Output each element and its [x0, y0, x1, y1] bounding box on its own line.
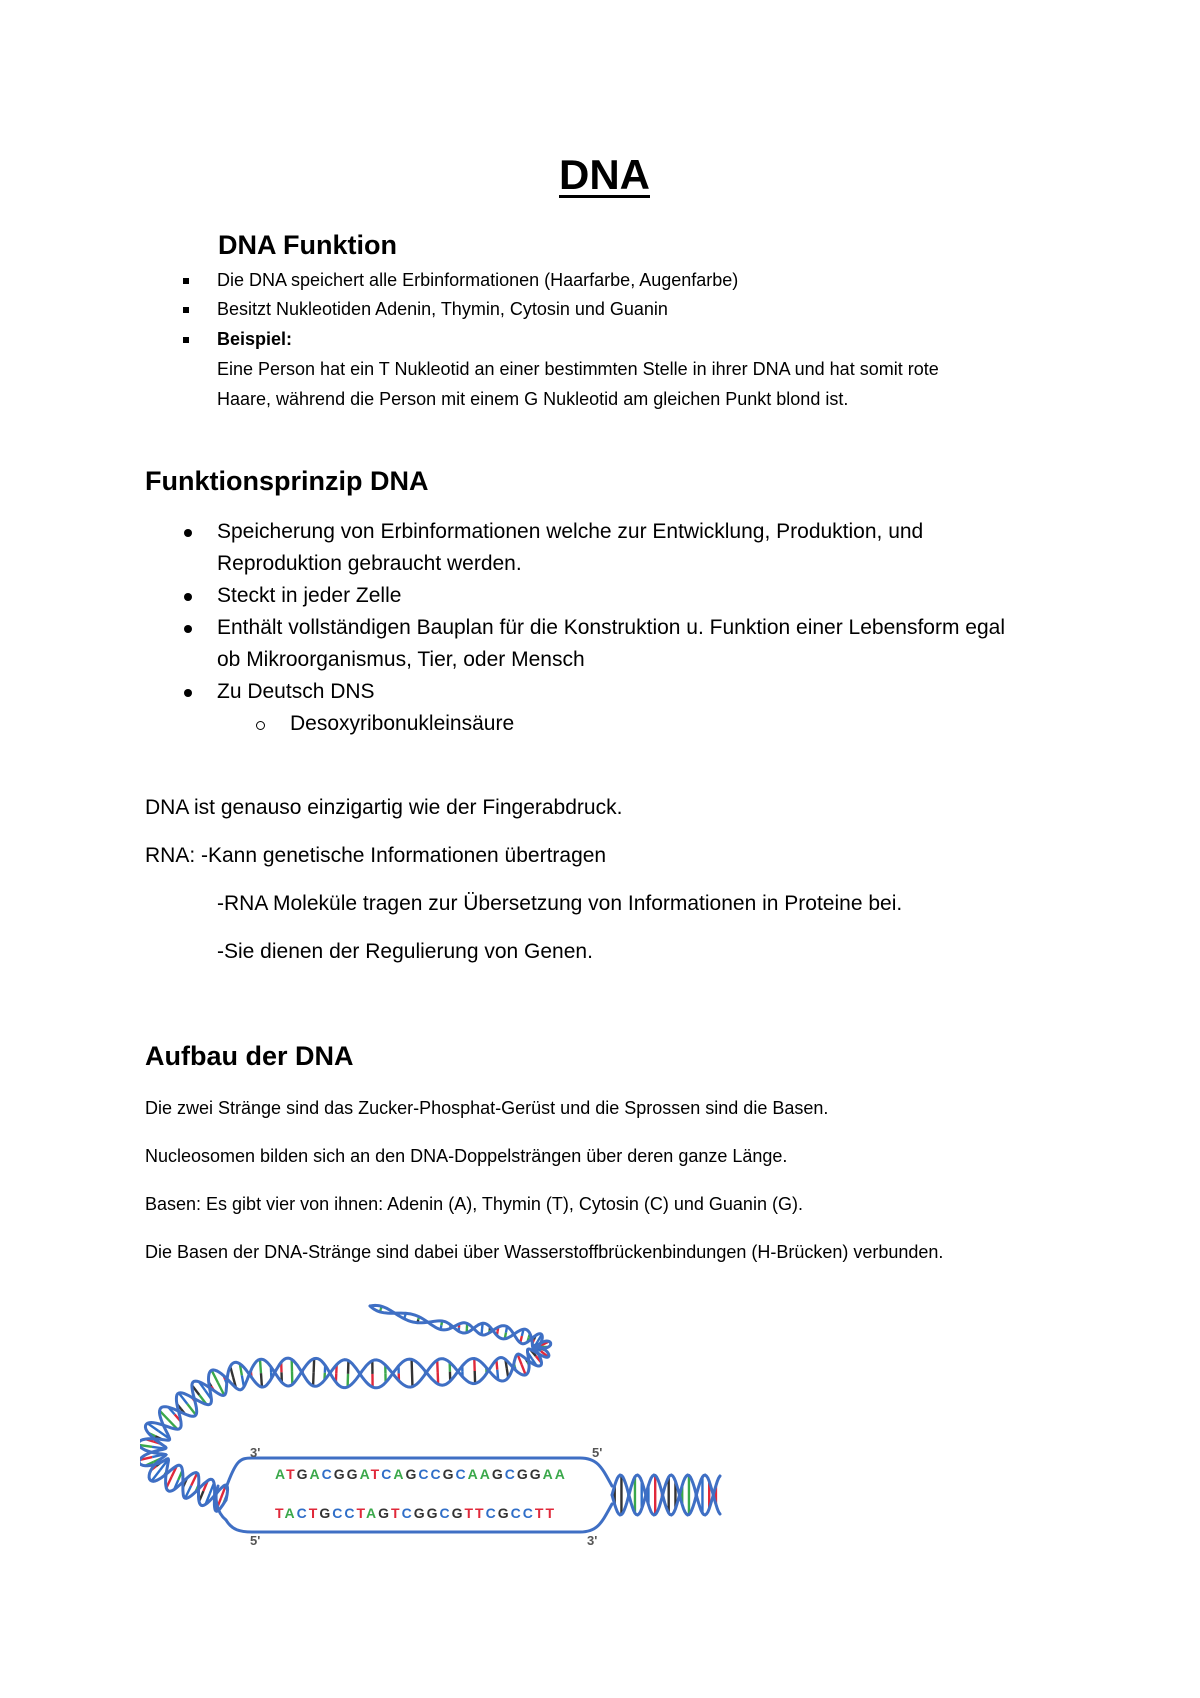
base-letter: A: [359, 1466, 371, 1482]
base-letter: C: [504, 1466, 517, 1482]
bullet-dot: [184, 689, 192, 697]
base-letter: G: [346, 1466, 360, 1482]
strand-end-label: 5': [250, 1533, 261, 1548]
section-heading-funktion: DNA Funktion: [218, 230, 397, 260]
base-letter: C: [418, 1466, 431, 1482]
base-letter: G: [413, 1505, 427, 1521]
note-rna: -Sie dienen der Regulierung von Genen.: [217, 940, 593, 963]
base-letter: G: [405, 1466, 419, 1482]
base-pair-rung: [314, 1359, 315, 1373]
bullet-circle: [256, 721, 265, 730]
base-letter: G: [451, 1505, 465, 1521]
base-letter: C: [401, 1505, 414, 1521]
base-letter: C: [344, 1505, 357, 1521]
list-item: Enthält vollständigen Bauplan für die Konstruktion u. Funktion einer Lebensform egal: [217, 616, 1005, 639]
base-letter: T: [286, 1466, 297, 1482]
bullet-square: [183, 337, 189, 343]
top-strand-sequence: [275, 1466, 567, 1482]
base-letter: C: [485, 1505, 498, 1521]
base-letter: A: [309, 1466, 322, 1482]
paragraph: Basen: Es gibt vier von ihnen: Adenin (A), Thymin (T), Cytosin (C) und Guanin (G).: [145, 1194, 803, 1214]
base-letter: A: [542, 1466, 555, 1482]
example-text: Haare, während die Person mit einem G Nukleotid am gleichen Punkt blond ist.: [217, 389, 849, 409]
note-rna: -RNA Moleküle tragen zur Übersetzung von Informationen in Proteine bei.: [217, 892, 903, 915]
base-letter: T: [545, 1505, 556, 1521]
strand-end-label: 3': [587, 1533, 598, 1548]
note-fingerprint: DNA ist genauso einzigartig wie der Fingerabdruck.: [145, 796, 623, 819]
base-letter: C: [430, 1466, 443, 1482]
bullet-dot: [184, 529, 192, 537]
base-letter: A: [275, 1466, 287, 1482]
example-label: Beispiel:: [217, 329, 293, 349]
base-letter: A: [365, 1505, 379, 1521]
paragraph: Die zwei Stränge sind das Zucker-Phosphat-Gerüst und die Sprossen sind die Basen.: [145, 1098, 829, 1118]
dna-double-helix-figure: [140, 1290, 740, 1560]
base-letter: G: [442, 1466, 456, 1482]
base-letter: G: [426, 1505, 440, 1521]
strand-end-label: 5': [592, 1445, 603, 1460]
base-letter: G: [296, 1466, 310, 1482]
base-letter: T: [275, 1505, 285, 1521]
base-letter: G: [516, 1466, 530, 1482]
bullet-dot: [184, 593, 192, 601]
sub-list-item: Desoxyribonukleinsäure: [290, 712, 515, 735]
base-letter: G: [497, 1505, 511, 1521]
base-letter: C: [332, 1505, 345, 1521]
list-item: Besitzt Nukleotiden Adenin, Thymin, Cytosin und Guanin: [217, 299, 668, 319]
paragraph: Die Basen der DNA-Stränge sind dabei über Wasserstoffbrückenbindungen (H-Brücken) verbunden.: [145, 1242, 944, 1262]
base-letter: G: [319, 1505, 333, 1521]
helix-strand-thin-a: [370, 1306, 471, 1330]
base-letter: T: [391, 1505, 402, 1521]
page-title: DNA: [559, 151, 650, 198]
section-heading-aufbau: Aufbau der DNA: [145, 1041, 354, 1071]
base-pair-rung: [313, 1372, 314, 1386]
base-letter: C: [321, 1466, 334, 1482]
base-letter: A: [393, 1466, 406, 1482]
example-text: Eine Person hat ein T Nukleotid an einer bestimmten Stelle in ihrer DNA und hat somit rote: [217, 359, 939, 379]
list-item: Steckt in jeder Zelle: [217, 584, 402, 607]
base-letter: T: [464, 1505, 476, 1521]
list-item-continued: Reproduktion gebraucht werden.: [217, 552, 522, 575]
bullet-square: [183, 278, 189, 284]
base-letter: T: [308, 1505, 320, 1521]
base-letter: G: [378, 1505, 391, 1521]
list-item: Zu Deutsch DNS: [217, 680, 375, 703]
note-rna: RNA: -Kann genetische Informationen übertragen: [145, 844, 607, 867]
base-letter: T: [475, 1505, 486, 1521]
base-letter: A: [479, 1466, 492, 1482]
paragraph: Nucleosomen bilden sich an den DNA-Doppelsträngen über deren ganze Länge.: [145, 1146, 788, 1166]
strand-end-label: 3': [250, 1445, 261, 1460]
list-item: Die DNA speichert alle Erbinformationen (Haarfarbe, Augenfarbe): [217, 270, 739, 290]
base-letter: A: [554, 1466, 567, 1482]
base-letter: G: [529, 1466, 543, 1482]
base-letter: C: [439, 1505, 452, 1521]
bottom-strand-sequence: [275, 1505, 556, 1521]
base-letter: A: [467, 1466, 480, 1482]
base-letter: C: [381, 1466, 394, 1482]
base-letter: C: [296, 1505, 309, 1521]
list-item: Speicherung von Erbinformationen welche zur Entwicklung, Produktion, und: [217, 520, 924, 543]
base-letter: T: [356, 1505, 366, 1521]
base-letter: T: [370, 1466, 382, 1482]
section-heading-prinzip: Funktionsprinzip DNA: [145, 466, 429, 496]
base-letter: C: [455, 1466, 468, 1482]
base-letter: G: [491, 1466, 505, 1482]
base-pair-rung: [260, 1359, 261, 1373]
bullet-dot: [184, 625, 192, 633]
base-letter: C: [510, 1505, 523, 1521]
base-letter: T: [534, 1505, 546, 1521]
bullet-square: [183, 307, 189, 313]
base-letter: A: [284, 1505, 297, 1521]
base-letter: G: [333, 1466, 347, 1482]
base-pair-rung: [261, 1373, 262, 1387]
list-item-continued: ob Mikroorganismus, Tier, oder Mensch: [217, 648, 585, 671]
base-letter: C: [522, 1505, 535, 1521]
